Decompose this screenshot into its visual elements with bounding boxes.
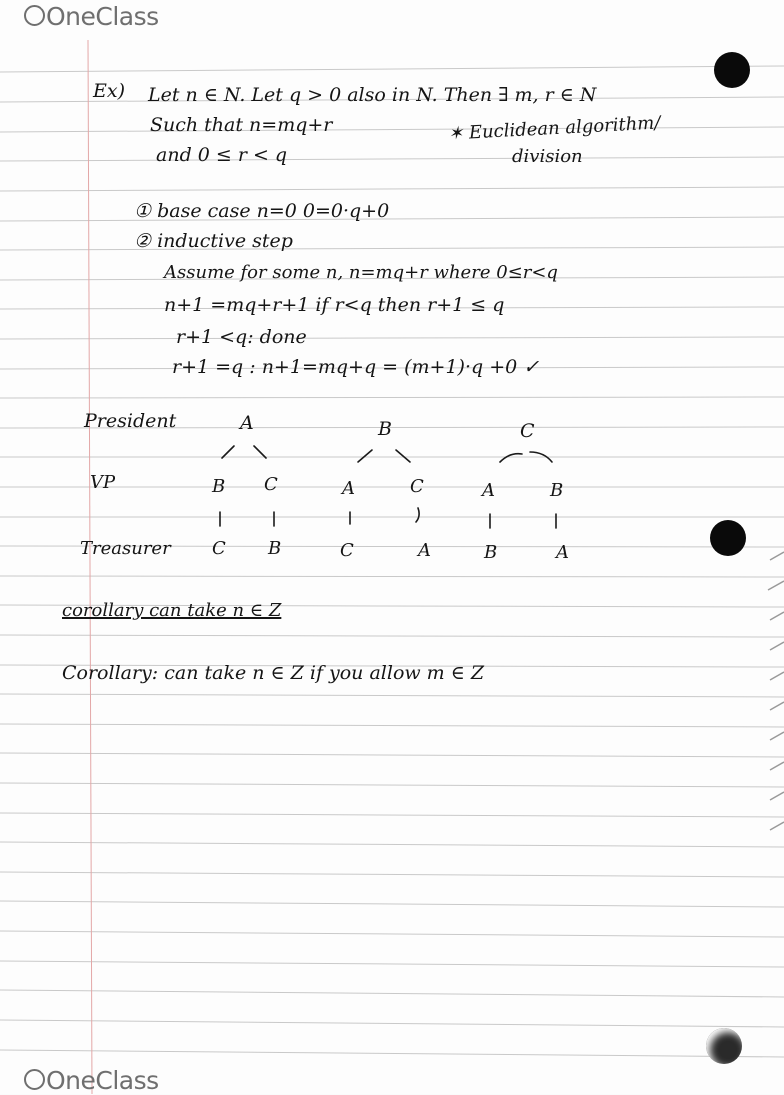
- oneclass-logo-bottom: OneClass: [24, 1066, 159, 1095]
- division-note: division: [512, 146, 583, 167]
- tree-treasurer-node: C: [340, 540, 354, 561]
- example-statement: Let n ∈ N. Let q > 0 also in N. Then ∃ m, r ∈ N: [148, 84, 597, 106]
- tree-treasurer-node: C: [212, 538, 226, 559]
- tree-president-node: A: [240, 412, 254, 434]
- tree-vp-node: A: [342, 478, 355, 499]
- tree-treasurer-node: B: [484, 542, 498, 563]
- corollary-statement: Corollary: can take n ∈ Z if you allow m ∈ Z: [62, 662, 485, 684]
- tree-treasurer-node: B: [268, 538, 282, 559]
- example-bounds: and 0 ≤ r < q: [156, 144, 288, 166]
- inductive-next: n+1 =mq+r+1 if r<q then r+1 ≤ q: [164, 294, 505, 316]
- tree-vp-node: B: [212, 476, 226, 497]
- row-label-president: President: [84, 410, 177, 432]
- inductive-step-heading: ② inductive step: [134, 230, 293, 252]
- tree-vp-node: C: [410, 476, 424, 497]
- tree-vp-node: B: [550, 480, 564, 501]
- euclidean-note: ✶ Euclidean algorithm/: [447, 112, 661, 145]
- tree-president-node: C: [520, 420, 535, 442]
- row-label-vp: VP: [90, 472, 116, 493]
- base-case: ① base case n=0 0=0·q+0: [134, 200, 390, 222]
- case-less-than: r+1 <q: done: [176, 326, 307, 348]
- example-condition: Such that n=mq+r: [150, 114, 333, 136]
- tree-president-node: B: [378, 418, 392, 440]
- oneclass-logo-top: OneClass: [24, 2, 159, 31]
- row-label-treasurer: Treasurer: [80, 538, 171, 559]
- example-label: Ex): [93, 80, 125, 102]
- tree-vp-node: C: [264, 474, 278, 495]
- tree-vp-node: A: [482, 480, 495, 501]
- case-equal: r+1 =q : n+1=mq+q = (m+1)·q +0 ✓: [172, 356, 540, 378]
- tree-treasurer-node: A: [556, 542, 569, 563]
- inductive-assumption: Assume for some n, n=mq+r where 0≤r<q: [164, 262, 558, 283]
- tree-treasurer-node: A: [418, 540, 431, 561]
- struck-corollary: corollary can take n ∈ Z: [62, 600, 282, 621]
